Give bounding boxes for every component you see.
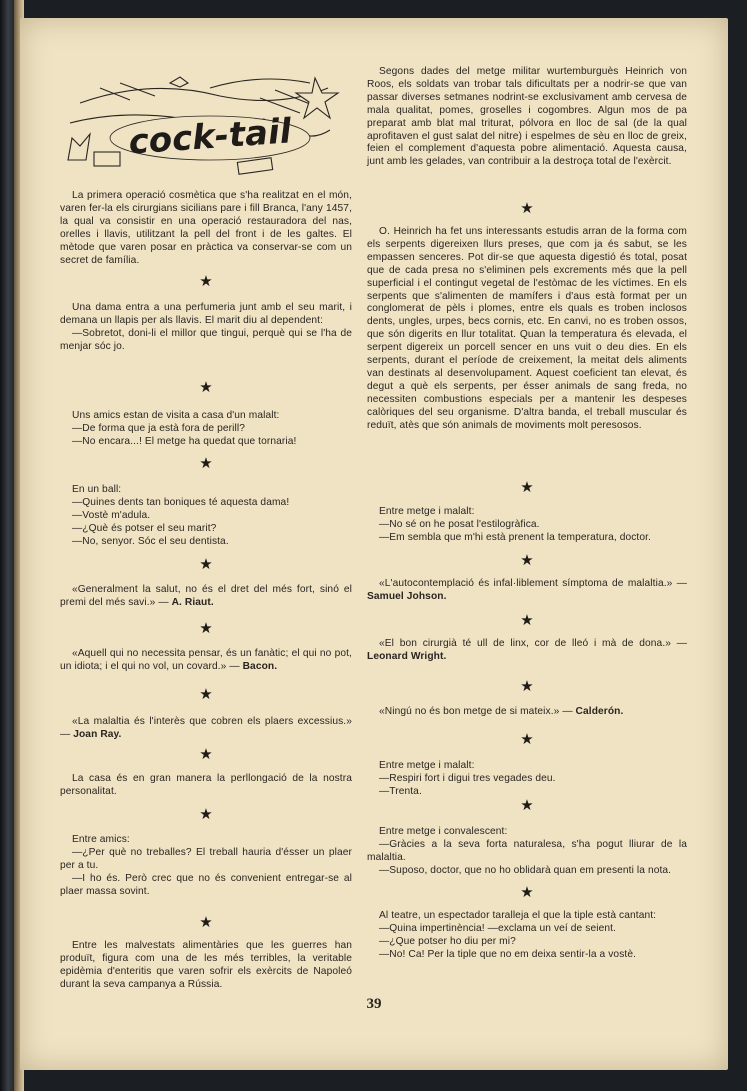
paragraph: —Sobretot, doni-li el millor que tingui, perquè qui se l'ha de menjar sóc jo. xyxy=(60,327,352,352)
paragraph: O. Heinrich ha fet uns interessants estudis arran de la forma com els serpents digereixen llurs preses, que com ja és sabut, se les empassen senceres. Pot dir-se que aquesta digestió és total, posat que de cada presa no s'eliminen pels excrements més que la pell superficial i el contingut vegetal de l'estòmac de les víctimes. En els serpents que s'alimenten de mamífers i d'aus està format per un conglomerat de pèls i plomes, entre els quals es troben inclosos dents, ungles, urpes, becs cornis, etc. En canvi, no es troben ossos, que són digerits en llur totalitat. Quan la temperatura és elevada, el serpent digereix un porcell sencer en uns vuit o deu dies. En els serpents, durant el període de creixement, la meitat dels aliments van destinats al desenvolupament. Aquest coeficient tan elevat, és degut a què els serpents, per ésser animals de sang freda, no necessiten combustions especials per a mantenir les despeses calòriques del seu organisme. D'altra banda, el treball muscular és reduït, atès que són animals de moviments molt peresosos. xyxy=(367,226,687,431)
quote-author: Bacon. xyxy=(242,660,278,672)
text-block xyxy=(60,302,352,354)
text-block xyxy=(60,940,352,992)
paragraph: Entre amics: xyxy=(72,834,130,845)
paragraph: Entre metge i malalt: xyxy=(379,506,475,517)
star-separator-icon: ★ xyxy=(199,556,213,573)
star-separator-icon: ★ xyxy=(199,806,213,823)
star-separator-icon: ★ xyxy=(199,620,213,637)
paragraph: —No encara...! El metge ha quedat que tornaria! xyxy=(72,435,297,447)
paragraph: —Quines dents tan boniques té aquesta dama! xyxy=(72,496,290,508)
paragraph: —No sé on he posat l'estilogràfica. xyxy=(379,518,540,530)
quote-text: «La malaltia és l'interès que cobren els plaers excessius.» — xyxy=(60,716,352,740)
text-block xyxy=(367,226,687,433)
text-block xyxy=(60,484,352,549)
paragraph: Al teatre, un espectador taralleja el que la tiple està cantant: xyxy=(379,910,657,921)
paragraph: —Respiri fort i digui tres vegades deu. xyxy=(379,772,556,784)
quote-author: A. Riaut. xyxy=(171,596,214,608)
quote-block xyxy=(367,638,687,664)
quote-block xyxy=(60,716,352,742)
paragraph: Entre metge i convalescent: xyxy=(379,826,508,837)
paragraph: —Em sembla que m'hi està prenent la temperatura, doctor. xyxy=(379,531,651,543)
text-block xyxy=(367,760,687,799)
paragraph: —Trenta. xyxy=(379,785,422,797)
text-block xyxy=(367,506,687,545)
quote-block xyxy=(367,706,687,719)
paragraph: —De forma que ja està fora de perill? xyxy=(72,422,246,434)
star-separator-icon: ★ xyxy=(199,914,213,931)
star-separator-icon: ★ xyxy=(520,479,534,496)
star-separator-icon: ★ xyxy=(520,678,534,695)
cocktail-title-illustration xyxy=(60,68,350,178)
quote-text: «Aquell qui no necessita pensar, és un fanàtic; el qui no pot, un idiota; i el qui no vol, un covard.» — xyxy=(60,648,352,672)
quote-author: Samuel Johson. xyxy=(367,590,447,602)
star-separator-icon: ★ xyxy=(199,273,213,290)
paragraph: Uns amics estan de visita a casa d'un malalt: xyxy=(72,410,280,421)
star-separator-icon: ★ xyxy=(520,200,534,217)
quote-author: Calderón. xyxy=(575,706,624,717)
paragraph: —¿Que potser ho diu per mi? xyxy=(379,935,516,947)
magazine-page xyxy=(20,18,728,1070)
paragraph: —Gràcies a la seva forta naturalesa, s'ha pogut lliurar de la malaltia. xyxy=(367,838,687,863)
paragraph: En un ball: xyxy=(72,484,122,495)
paragraph: —I ho és. Però crec que no és convenient entregar-se al plaer massa sovint. xyxy=(60,872,352,897)
paragraph: —¿Per què no treballes? El treball hauria d'ésser un plaer per a tu. xyxy=(60,846,352,871)
text-block xyxy=(60,773,352,799)
quote-paragraph xyxy=(60,584,352,610)
paragraph: Entre metge i malalt: xyxy=(379,760,475,771)
paragraph: Segons dades del metge militar wurtemburguès Heinrich von Roos, els soldats van trobar tals dificultats per a nodrir-se que van passar diverses setmanes nodrint-se exclusivament amb cervesa de mala qualitat, pomes, groselles i cogombres. Algun mos de pa preparat amb blat mal triturat, pólvora en lloc de sal (de la qual aprofitaven el gust salat del nitre) i espelmes de sèu en lloc de greix, feien el complement d'aquesta pobre alimentació. Aquesta causa, junt amb les gelades, van contribuir a la destroça total de l'exèrcit. xyxy=(367,66,687,168)
paragraph: La casa és en gran manera la perllongació de la nostra personalitat. xyxy=(60,773,352,797)
star-separator-icon: ★ xyxy=(199,746,213,763)
quote-paragraph xyxy=(367,578,687,604)
paragraph: —No! Ca! Per la tiple que no em deixa sentir-la a vostè. xyxy=(379,948,637,960)
quote-paragraph xyxy=(60,716,352,742)
star-separator-icon: ★ xyxy=(520,797,534,814)
paragraph: —Quina impertinència! —exclama un veí de seient. xyxy=(379,922,616,934)
text-block xyxy=(60,190,352,267)
star-separator-icon: ★ xyxy=(520,884,534,901)
paragraph: Una dama entra a una perfumeria junt amb el seu marit, i demana un llapis per als llavis. El marit diu al dependent: xyxy=(60,302,352,326)
text-block xyxy=(367,66,687,169)
quote-paragraph xyxy=(367,706,687,719)
text-block xyxy=(60,410,352,449)
text-block xyxy=(367,910,687,962)
text-block xyxy=(60,834,352,899)
page-number: 39 xyxy=(366,996,382,1012)
text-block xyxy=(367,826,687,878)
paragraph: —No, senyor. Sóc el seu dentista. xyxy=(72,535,229,547)
paragraph: La primera operació cosmètica que s'ha realitzat en el món, varen fer-la els cirurgians sicilians pare i fill Branca, l'any 1457, la qual va consistir en una operació restauradora del nas, orelles i llavis, utilitzant la pell del front i de les galtes. El mètode que varen posar en pràctica va conservar-se com un secret de família. xyxy=(60,190,352,266)
quote-text: «Generalment la salut, no és el dret del més fort, sinó el premi del més savi.» — xyxy=(60,584,352,608)
quote-author: Leonard Wright. xyxy=(367,650,447,662)
star-separator-icon: ★ xyxy=(199,455,213,472)
star-separator-icon: ★ xyxy=(520,612,534,629)
star-separator-icon: ★ xyxy=(199,686,213,703)
star-separator-icon: ★ xyxy=(520,731,534,748)
quote-block xyxy=(60,584,352,610)
quote-paragraph xyxy=(60,648,352,674)
quote-text: «Ningú no és bon metge de si mateix.» — xyxy=(379,706,576,717)
cocktail-title-text: cock-tail xyxy=(127,111,293,163)
quote-paragraph xyxy=(367,638,687,664)
quote-author: Joan Ray. xyxy=(73,728,122,740)
paragraph: Entre les malvestats alimentàries que les guerres han produït, figura com una de les més terribles, la veritable epidèmia d'enteritis que varen sofrir els exèrcits de Napoleó durant la seva campanya a Rússia. xyxy=(60,940,352,990)
paragraph: —¿Què és potser el seu marit? xyxy=(72,522,217,534)
star-separator-icon: ★ xyxy=(199,379,213,396)
quote-text: «El bon cirurgià té ull de linx, cor de lleó i mà de dona.» — xyxy=(379,638,687,649)
quote-block xyxy=(367,578,687,604)
star-separator-icon: ★ xyxy=(520,552,534,569)
paragraph: —Suposo, doctor, que no ho oblidarà quan em presenti la nota. xyxy=(379,864,672,876)
quote-block xyxy=(60,648,352,674)
quote-text: «L'autocontemplació és infal·liblement símptoma de malaltia.» — xyxy=(379,578,687,589)
paragraph: —Vostè m'adula. xyxy=(72,509,151,521)
